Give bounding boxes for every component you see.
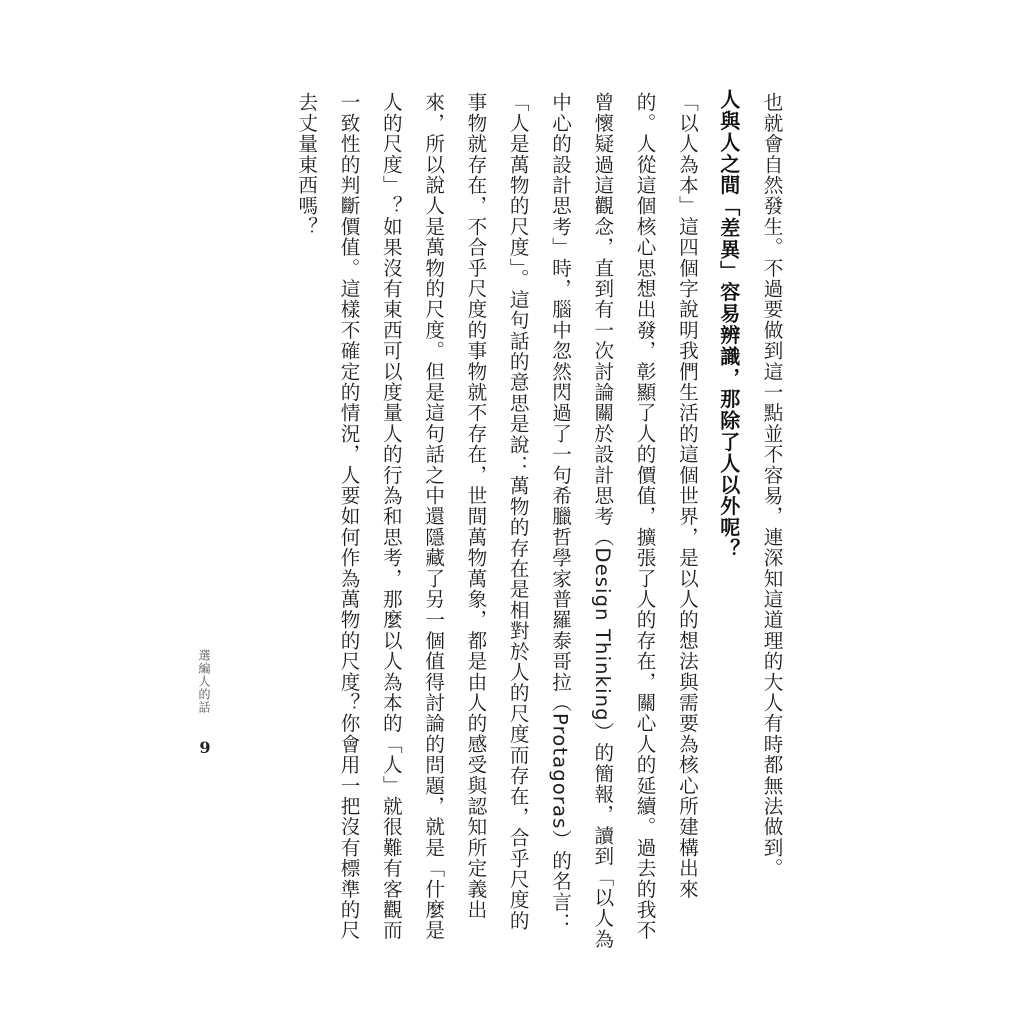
vertical-text-block bbox=[284, 89, 792, 950]
text-column-1: 也就會自然發生。不過要做到這一點並不容易，連深知這道理的大人有時都無法做到。 bbox=[760, 92, 783, 879]
text-column-4: 曾懷疑過這觀念，直到有一次討論關於設計思考（Design Thinking）的簡報，讀到「以人為 bbox=[590, 92, 614, 950]
text-column-5: 中心的設計思考」時，腦中忽然閃過了一句希臘哲學家普羅泰哥拉（Protagoras）的名言： bbox=[548, 92, 572, 933]
section-heading: 人與人之間「差異」容易辨識，那除了人以外呢？ bbox=[716, 89, 741, 560]
running-head: 選編人的話 bbox=[197, 649, 211, 714]
text-column-8: 來，所以說人是萬物的尺度。但是這句話之中還隱藏了另一個值得討論的問題，就是「什麼是 bbox=[421, 92, 445, 941]
text-column-2: 「以人為本」這四個字說明我們生活的這個世界，是以人的想法與需要為核心所建構出來 bbox=[675, 92, 699, 900]
text-column-11: 去丈量東西嗎？ bbox=[294, 92, 318, 237]
text-column-7: 事物就存在，不合乎尺度的事物就不存在，世間萬物萬象，都是由人的感受與認知所定義出 bbox=[463, 92, 487, 920]
text-column-3: 的。人從這個核心思想出發，彰顯了人的價值，擴張了人的存在，關心人的延續。過去的我不 bbox=[633, 92, 657, 941]
text-column-6: 「人是萬物的尺度」。這句話的意思是說：萬物的存在是相對於人的尺度而存在，合乎尺度的 bbox=[506, 92, 530, 931]
page-number: 9 bbox=[199, 738, 211, 757]
text-column-9: 人的尺度」？如果沒有東西可以度量人的行為和思考，那麼以人為本的「人」就很難有客觀而 bbox=[379, 92, 403, 941]
text-column-10: 一致性的判斷價值。這樣不確定的情況，人要如何作為萬物的尺度？你會用一把沒有標準的尺 bbox=[337, 92, 361, 941]
